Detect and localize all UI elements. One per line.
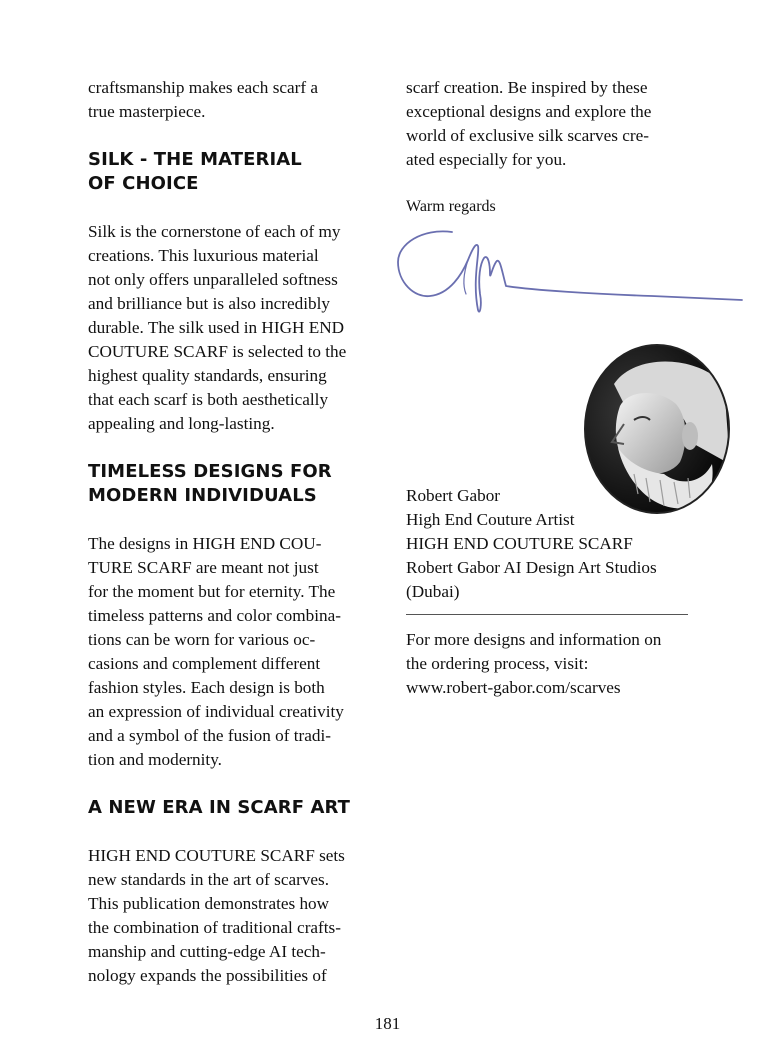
heading-line: TIMELESS DESIGNS FOR	[88, 461, 332, 482]
text-line: For more designs and information on	[406, 630, 662, 649]
text-line: Silk is the cornerstone of each of my	[88, 222, 341, 241]
author-studio: Robert Gabor AI Design Art Studios	[406, 558, 657, 577]
page-number: 181	[374, 1014, 401, 1033]
text-line: TURE SCARF are meant not just	[88, 558, 319, 577]
heading-line: MODERN INDIVIDUALS	[88, 485, 317, 506]
text-line: not only offers unparalleled softness	[88, 270, 338, 289]
text-line: timeless patterns and color combina-	[88, 606, 341, 625]
author-brand: HIGH END COUTURE SCARF	[406, 534, 633, 553]
text-line: COUTURE SCARF is selected to the	[88, 342, 347, 361]
text-line: casions and complement different	[88, 654, 321, 673]
heading-line: A NEW ERA IN SCARF ART	[88, 797, 351, 818]
text-line: that each scarf is both aesthetically	[88, 390, 329, 409]
author-title: High End Couture Artist	[406, 510, 575, 529]
text-line: the ordering process, visit:	[406, 654, 589, 673]
divider-line	[406, 614, 688, 615]
right-column	[406, 76, 706, 218]
text-line: craftsmanship makes each scarf a	[88, 78, 319, 97]
text-line: creations. This luxurious material	[88, 246, 319, 265]
text-line: HIGH END COUTURE SCARF sets	[88, 846, 345, 865]
text-line: This publication demonstrates how	[88, 894, 330, 913]
text-line: scarf creation. Be inspired by these	[406, 78, 648, 97]
intro-paragraph-right	[406, 76, 706, 172]
text-line: for the moment but for eternity. The	[88, 582, 336, 601]
text-line: the combination of traditional crafts-	[88, 918, 341, 937]
website-url: www.robert-gabor.com/scarves	[406, 678, 621, 697]
section-body-timeless-designs	[88, 532, 378, 772]
text-line: durable. The silk used in HIGH END	[88, 318, 345, 337]
text-line: manship and cutting-edge AI tech-	[88, 942, 326, 961]
closing-regards: Warm regards	[406, 198, 496, 215]
section-body-new-era	[88, 844, 378, 988]
text-line: world of exclusive silk scarves cre-	[406, 126, 649, 145]
text-line: true masterpiece.	[88, 102, 206, 121]
section-heading-timeless-designs	[88, 460, 378, 508]
text-line: and brilliance but is also incredibly	[88, 294, 330, 313]
author-details	[406, 484, 706, 604]
text-line: appealing and long-lasting.	[88, 414, 275, 433]
section-heading-silk	[88, 148, 378, 196]
text-line: an expression of individual creativity	[88, 702, 344, 721]
text-line: tions can be worn for various oc-	[88, 630, 316, 649]
handwritten-signature	[392, 224, 744, 320]
left-column	[88, 76, 378, 988]
more-info	[406, 628, 706, 700]
section-body-silk	[88, 220, 378, 436]
text-line: ated especially for you.	[406, 150, 567, 169]
author-name: Robert Gabor	[406, 486, 501, 505]
text-line: fashion styles. Each design is both	[88, 678, 325, 697]
section-heading-new-era	[88, 796, 378, 820]
text-line: exceptional designs and explore the	[406, 102, 652, 121]
intro-paragraph	[88, 76, 378, 124]
text-line: highest quality standards, ensuring	[88, 366, 327, 385]
text-line: tion and modernity.	[88, 750, 222, 769]
text-line: The designs in HIGH END COU-	[88, 534, 322, 553]
heading-line: SILK - THE MATERIAL	[88, 149, 302, 170]
heading-line: OF CHOICE	[88, 173, 199, 194]
text-line: new standards in the art of scarves.	[88, 870, 330, 889]
author-location: (Dubai)	[406, 582, 460, 601]
text-line: and a symbol of the fusion of tradi-	[88, 726, 331, 745]
text-line: nology expands the possibilities of	[88, 966, 327, 985]
